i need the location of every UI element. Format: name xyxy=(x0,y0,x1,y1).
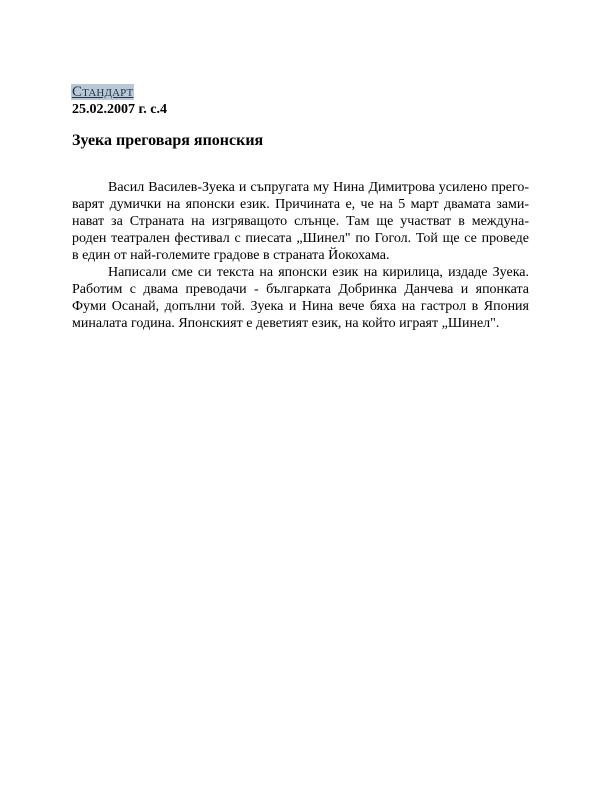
newspaper-logo: Стандарт xyxy=(72,84,134,100)
publication-date: 25.02.2007 г. с.4 xyxy=(72,102,167,117)
text-line: Васил Василев-Зуека и съпругата му Нина Димитрова усилено прего- xyxy=(108,180,529,195)
paragraph-1 xyxy=(72,179,529,264)
text-line: Работим с двама преводачи - българката Добринка Данчева и японката xyxy=(72,282,529,297)
text-line: варят думички на японски език. Причината е, че на 5 март двамата зами- xyxy=(72,197,529,212)
text-line: роден театрален фестивал с пиесата „Шинел" по Гогол. Той ще се проведе xyxy=(72,231,529,246)
text-line: Фуми Осанай, допълни той. Зуека и Нина вече бяха на гастрол в Япония xyxy=(72,299,529,314)
text-line: нават за Страната на изгряващото слънце. Там ще участват в междуна- xyxy=(72,214,529,229)
text-line: Написали сме си текста на японски език на кирилица, издаде Зуека. xyxy=(108,265,529,280)
text-line: миналата година. Японският е деветият език, на който играят „Шинел". xyxy=(72,316,500,331)
article-title: Зуека преговаря японския xyxy=(72,132,264,149)
text-line: в един от най-големите градове в страната Йокохама. xyxy=(72,248,390,263)
article-body xyxy=(72,179,529,332)
paragraph-2 xyxy=(72,264,529,332)
